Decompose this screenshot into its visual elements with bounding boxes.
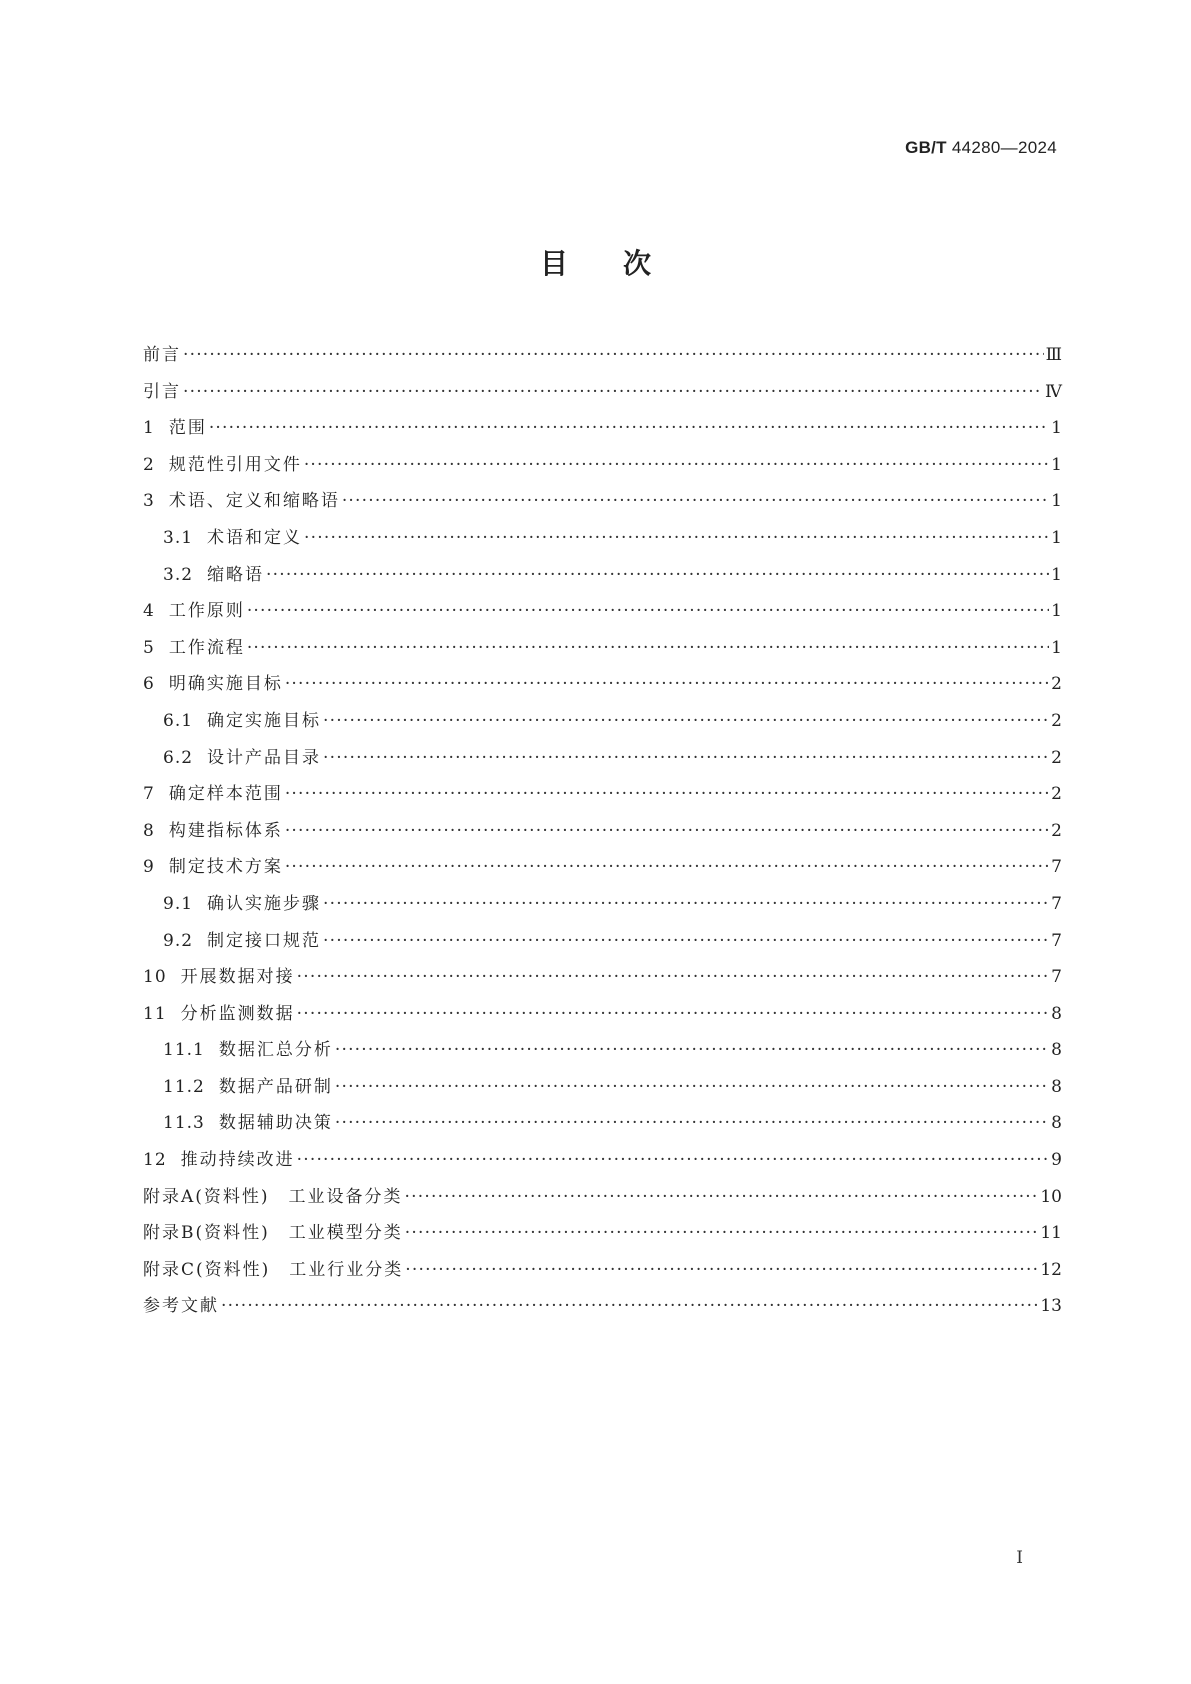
toc-entry-number: 2 — [143, 454, 155, 475]
toc-leader-dots — [342, 491, 1049, 511]
toc-entry-page: 9 — [1051, 1150, 1062, 1171]
toc-entry[interactable] — [143, 962, 1062, 999]
toc-entry-page: Ⅲ — [1045, 345, 1062, 365]
toc-entry[interactable] — [143, 523, 1062, 560]
toc-entry-page: 13 — [1040, 1296, 1062, 1317]
toc-leader-dots — [323, 931, 1049, 951]
toc-entry-number: 9.2 — [163, 930, 194, 951]
toc-entry-label — [163, 523, 302, 548]
toc-entry-label — [143, 999, 295, 1024]
toc-entry[interactable] — [143, 377, 1062, 414]
toc-entry-label — [143, 413, 207, 438]
toc-entry[interactable] — [143, 669, 1062, 706]
toc-entry-label — [143, 852, 283, 877]
toc-entry[interactable] — [143, 1035, 1062, 1072]
toc-entry-text: 构建指标体系 — [168, 820, 283, 841]
toc-leader-dots — [405, 1187, 1039, 1207]
standard-code — [905, 138, 1057, 158]
toc-entry-page: 2 — [1051, 674, 1062, 695]
toc-entry-page: 11 — [1040, 1223, 1062, 1244]
toc-entry-number: 11.3 — [163, 1113, 205, 1134]
table-of-contents — [143, 340, 1062, 1328]
toc-entry-label — [143, 486, 340, 511]
standard-prefix: GB/T — [905, 138, 947, 157]
toc-leader-dots — [323, 748, 1049, 768]
toc-entry-number: 9.1 — [163, 893, 194, 914]
toc-leader-dots — [247, 638, 1049, 658]
toc-leader-dots — [405, 1260, 1038, 1280]
toc-entry-number: 1 — [143, 418, 155, 439]
toc-entry-label — [163, 889, 321, 914]
toc-entry[interactable] — [143, 743, 1062, 780]
toc-entry-label — [143, 633, 245, 658]
toc-entry[interactable] — [143, 633, 1062, 670]
toc-leader-dots — [285, 784, 1049, 804]
toc-entry[interactable] — [143, 1182, 1062, 1219]
toc-entry-page: Ⅳ — [1045, 381, 1062, 402]
toc-entry-page: 2 — [1051, 710, 1062, 731]
toc-leader-dots — [335, 1077, 1049, 1097]
toc-entry-text: 数据产品研制 — [218, 1076, 333, 1097]
toc-entry-label — [143, 1218, 403, 1243]
toc-entry-text: 分析监测数据 — [180, 1003, 295, 1024]
toc-entry-label — [163, 560, 264, 585]
toc-entry-page: 1 — [1051, 564, 1062, 585]
toc-entry-text: 引言 — [143, 381, 181, 402]
toc-entry-text: 工作原则 — [168, 601, 245, 622]
toc-entry-text: 参考文献 — [143, 1296, 219, 1317]
toc-entry-label — [163, 743, 321, 768]
toc-entry-page: 1 — [1051, 527, 1062, 548]
toc-leader-dots — [266, 565, 1049, 585]
toc-entry-page: 1 — [1051, 454, 1062, 475]
toc-entry-label — [143, 340, 181, 365]
toc-entry-page: 2 — [1051, 820, 1062, 841]
toc-leader-dots — [304, 455, 1049, 475]
toc-entry-number: 8 — [143, 820, 155, 841]
toc-leader-dots — [304, 528, 1049, 548]
toc-entry-page: 1 — [1051, 601, 1062, 622]
toc-entry-text: 术语和定义 — [207, 527, 303, 548]
toc-entry-label — [143, 816, 283, 841]
toc-entry-label — [163, 1072, 333, 1097]
toc-entry-page: 1 — [1051, 418, 1062, 439]
toc-entry-label — [143, 450, 302, 475]
toc-entry-page: 2 — [1051, 784, 1062, 805]
toc-leader-dots — [335, 1113, 1049, 1133]
toc-entry-text: 范围 — [168, 418, 207, 439]
toc-leader-dots — [323, 894, 1049, 914]
toc-entry-page: 8 — [1051, 1003, 1062, 1024]
toc-entry-page: 1 — [1051, 637, 1062, 658]
toc-entry-text: 推动持续改进 — [180, 1150, 295, 1171]
toc-entry[interactable] — [143, 486, 1062, 523]
toc-leader-dots — [297, 1150, 1050, 1170]
toc-entry[interactable] — [143, 340, 1062, 377]
toc-entry-text: 确定样本范围 — [168, 784, 283, 805]
toc-entry-text: 缩略语 — [207, 564, 265, 585]
toc-entry-text: 设计产品目录 — [207, 747, 322, 768]
toc-leader-dots — [297, 1004, 1050, 1024]
toc-entry-number: 6 — [143, 674, 155, 695]
toc-entry-page: 10 — [1040, 1186, 1062, 1207]
toc-leader-dots — [405, 1223, 1039, 1243]
toc-leader-dots — [209, 418, 1049, 438]
toc-entry-number: 5 — [143, 637, 155, 658]
toc-entry[interactable] — [143, 1291, 1062, 1328]
toc-entry-label — [143, 377, 181, 402]
toc-entry-page: 7 — [1051, 930, 1062, 951]
toc-entry-number: 11.2 — [163, 1076, 205, 1097]
toc-entry[interactable] — [143, 1145, 1062, 1182]
toc-entry-text: 前言 — [143, 345, 181, 365]
toc-entry-label — [163, 926, 321, 951]
toc-entry-label — [143, 1145, 295, 1170]
toc-entry[interactable] — [143, 413, 1062, 450]
toc-entry-label — [163, 1108, 333, 1133]
toc-entry[interactable] — [143, 450, 1062, 487]
toc-entry[interactable] — [143, 889, 1062, 926]
toc-entry[interactable] — [143, 926, 1062, 963]
toc-entry-page: 12 — [1040, 1259, 1062, 1280]
toc-entry[interactable] — [143, 852, 1062, 889]
toc-entry-number: 11.1 — [163, 1040, 205, 1061]
toc-entry-label — [143, 1255, 403, 1280]
toc-entry-text: 制定接口规范 — [207, 930, 322, 951]
toc-entry-text: 附录B(资料性) 工业模型分类 — [143, 1223, 403, 1244]
toc-entry-page: 7 — [1051, 857, 1062, 878]
toc-entry-number: 10 — [143, 967, 167, 988]
toc-leader-dots — [247, 601, 1049, 621]
toc-entry[interactable] — [143, 560, 1062, 597]
toc-entry-number: 11 — [143, 1003, 167, 1024]
toc-entry-text: 附录C(资料性) 工业行业分类 — [143, 1259, 404, 1280]
toc-entry-text: 规范性引用文件 — [168, 454, 302, 475]
toc-entry-number: 12 — [143, 1150, 167, 1171]
toc-entry-label — [143, 1182, 403, 1207]
toc-entry-number: 9 — [143, 857, 155, 878]
toc-leader-dots — [221, 1296, 1038, 1316]
toc-entry-text: 数据汇总分析 — [218, 1040, 333, 1061]
toc-entry-page: 8 — [1051, 1113, 1062, 1134]
toc-leader-dots — [183, 382, 1043, 402]
toc-entry-page: 7 — [1051, 893, 1062, 914]
toc-entry-text: 明确实施目标 — [168, 674, 283, 695]
toc-entry-page: 8 — [1051, 1040, 1062, 1061]
toc-leader-dots — [323, 711, 1049, 731]
toc-entry[interactable] — [143, 1108, 1062, 1145]
toc-entry[interactable] — [143, 999, 1062, 1036]
toc-entry-text: 开展数据对接 — [180, 967, 295, 988]
toc-entry[interactable] — [143, 706, 1062, 743]
toc-leader-dots — [285, 821, 1049, 841]
toc-entry-text: 术语、定义和缩略语 — [168, 491, 340, 512]
toc-entry-number: 7 — [143, 784, 155, 805]
toc-entry-text: 确定实施目标 — [207, 710, 322, 731]
toc-leader-dots — [285, 857, 1049, 877]
toc-entry-text: 数据辅助决策 — [218, 1113, 333, 1134]
toc-entry-number: 3.2 — [163, 564, 194, 585]
toc-entry-number: 6.1 — [163, 710, 194, 731]
toc-entry-text: 确认实施步骤 — [207, 893, 322, 914]
toc-entry-label — [163, 1035, 333, 1060]
toc-leader-dots — [335, 1040, 1049, 1060]
toc-entry-label — [143, 1291, 219, 1316]
toc-entry-label — [163, 706, 321, 731]
toc-entry-number: 3.1 — [163, 527, 194, 548]
toc-entry[interactable] — [143, 816, 1062, 853]
toc-leader-dots — [285, 674, 1049, 694]
toc-entry-label — [143, 779, 283, 804]
toc-entry-page: 7 — [1051, 967, 1062, 988]
toc-entry[interactable] — [143, 596, 1062, 633]
toc-entry-number: 6.2 — [163, 747, 194, 768]
toc-entry-label — [143, 669, 283, 694]
toc-entry-page: 8 — [1051, 1076, 1062, 1097]
toc-leader-dots — [297, 967, 1050, 987]
toc-entry-number: 4 — [143, 601, 155, 622]
toc-entry[interactable] — [143, 1255, 1062, 1292]
toc-entry-text: 工作流程 — [168, 637, 245, 658]
toc-entry-page: 2 — [1051, 747, 1062, 768]
toc-entry-label — [143, 962, 295, 987]
toc-entry-page: 1 — [1051, 491, 1062, 512]
toc-entry-text: 制定技术方案 — [168, 857, 283, 878]
toc-entry[interactable] — [143, 1072, 1062, 1109]
page-title: 目次 — [539, 247, 706, 280]
toc-entry[interactable] — [143, 1218, 1062, 1255]
page-number: Ⅰ — [1016, 1548, 1023, 1568]
toc-entry[interactable] — [143, 779, 1062, 816]
standard-number: 44280—2024 — [951, 138, 1057, 157]
toc-entry-label — [143, 596, 245, 621]
toc-leader-dots — [183, 345, 1044, 365]
toc-entry-number: 3 — [143, 491, 155, 512]
toc-entry-text: 附录A(资料性) 工业设备分类 — [143, 1186, 403, 1207]
